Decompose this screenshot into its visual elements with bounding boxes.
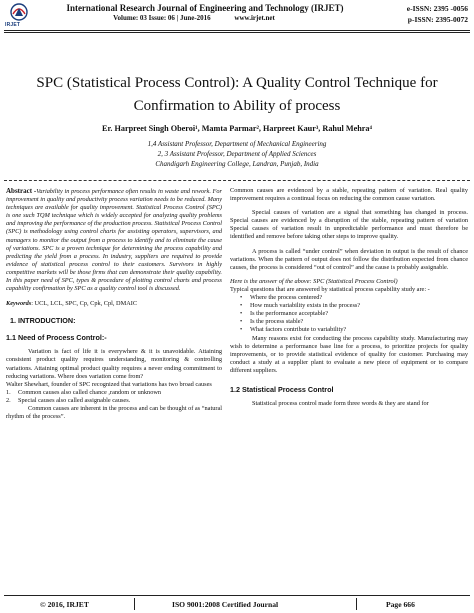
keywords: [6, 300, 222, 308]
list-item: • Is the performance acceptable?: [250, 310, 468, 318]
footer-rule: [4, 595, 470, 596]
header-rule-secondary: [4, 32, 470, 33]
section-heading-spc: 1.2 Statistical Process Control: [230, 384, 334, 394]
author-list: Er. Harpreet Singh Oberoi¹, Mamta Parmar², Harpreet Kaur³, Rahul Mehra⁴: [102, 124, 372, 133]
header-rule: [4, 30, 470, 31]
e-issn: e-ISSN: 2395 -0056: [406, 4, 468, 13]
section-heading-need: 1.1 Need of Process Control:-: [6, 333, 107, 343]
abstract-text: Variability in process performance often results in waste and rework. For improvement in quality and productivity process variation needs to be reduced. Many techniques are available for quality improvement. Statistical Process Control (SPC) is one such TQM technique which is widely accepted for analyzing quality problems and improving the performance of the production process. Statistical Process Control (SPC) is methodology using control charts for assisting operators, supervisors, and managers to monitor the output from a process to identify and to eliminate the cause of variations. SPC is a proven technique for determining the process capability and predicting the yield from a process. In industry, suppliers are required to provide evidence of statistical process control to their customers. Survivors in highly competitive markets will be those firms that can demonstrate their quality capability. In this paper need of SPC, types & procedure of plotting control charts and process capability confirmation by SPC as a quality control tool is discussed.: [6, 188, 222, 293]
abstract-label: Abstract -: [6, 187, 37, 195]
issn-block: [407, 3, 468, 25]
paragraph: Common causes are evidenced by a stable, repeating pattern of variation. Real quality improvement requires a continual focus on reducing the common cause variation.: [230, 187, 468, 203]
volume-line: [40, 14, 370, 22]
paragraph: A process is called “under control” when deviation in output is the result of chance variations. When the pattern of output does not follow the distribution expected from chance causes, the process is considered “out of control” and the cause is probably assignable.: [230, 247, 468, 271]
footer-separator: [356, 598, 357, 610]
abstract: [6, 187, 222, 293]
list-item: 1. Common causes also called chance ,random or unknown: [6, 388, 162, 396]
paragraph: Walter Shewhart, founder of SPC recognized that variations has two broad causes: [6, 380, 212, 388]
paragraph: Many reasons exist for conducting the process capability study. Manufacturing may wish to determine a performance base line for a process, to prioritize projects for quality improvements, or to provide statistical evidence of quality for customer. Purchasing may conduct a study at a supplier plant to evaluate a new piece of equipment or to compare different suppliers.: [230, 334, 468, 374]
logo-text: IRJET: [5, 22, 21, 28]
page-number: Page 666: [386, 600, 415, 609]
list-item: • What factors contribute to variability?: [250, 326, 468, 334]
paragraph: Special causes of variation are a signal that something has changed in process. Special causes are evidenced by a disruption of the stable, repeating pattern of variation Special causes of variation result in unpredictable performance and must therefore be identified and remove before taking other steps to improve quality.: [230, 209, 468, 241]
affiliation-2: 2, 3 Assistant Professor, Department of Applied Sciences: [157, 150, 317, 158]
keywords-label: Keywords: [6, 300, 32, 308]
list-item: • Where the process centered?: [250, 294, 468, 302]
title-line-2: Confirmation to Ability of process: [133, 98, 341, 114]
journal-header: [0, 0, 474, 30]
affiliation-1: 1,4 Assistant Professor, Department of Mechanical Engineering: [147, 140, 327, 148]
keywords-text: : UCL, LCL, SPC, Cp, Cpk, Cpl, DMAIC: [31, 300, 138, 308]
section-heading-introduction: 1. INTRODUCTION:: [10, 316, 76, 326]
left-column: [6, 187, 222, 421]
list-item: 2. Special causes also called assignable causes.: [6, 396, 131, 404]
cause-list: [6, 389, 222, 405]
paragraph: Common causes are inherent in the process and can be thought of as “natural rhythm of the process”.: [6, 404, 222, 421]
list-item: • Is the process stable?: [250, 318, 468, 326]
copyright: © 2016, IRJET: [40, 600, 89, 609]
paragraph: Typical questions that are answered by statistical process capability study are: -: [230, 285, 430, 293]
iso-certification: ISO 9001:2008 Certified Journal: [172, 600, 279, 609]
list-item: • How much variability exists in the process?: [250, 302, 468, 310]
journal-title: International Research Journal of Engineering and Technology (IRJET): [66, 3, 344, 13]
p-issn: p-ISSN: 2395-0072: [407, 15, 468, 24]
title-line-1: SPC (Statistical Process Control): A Quality Control Technique for: [36, 75, 438, 91]
paragraph: Statistical process control made form three words & they are stand for: [252, 399, 429, 407]
question-list: [250, 294, 468, 334]
volume-issue: Volume: 03 Issue: 06 | June-2016: [113, 14, 211, 22]
paper-title: [4, 72, 470, 118]
section-divider: [4, 180, 470, 181]
affiliation-3: Chandigarh Engineering College, Landran, Punjab, India: [155, 160, 319, 168]
paragraph: Variation is fact of life it is everywhere & it is unavoidable. Attaining consistent product quality requires understanding, monitoring & controlling variations. Attaining optimal product quality requires a never ending commitment to reducing variations. Where does variation come from?: [6, 348, 222, 380]
journal-website[interactable]: www.irjet.net: [234, 14, 275, 22]
footer-separator: [134, 598, 135, 610]
page-footer: [4, 598, 470, 610]
right-column: [230, 187, 468, 408]
paragraph-italic: Here is the answer of the above: SPC (Statistical Process Control): [230, 277, 398, 285]
